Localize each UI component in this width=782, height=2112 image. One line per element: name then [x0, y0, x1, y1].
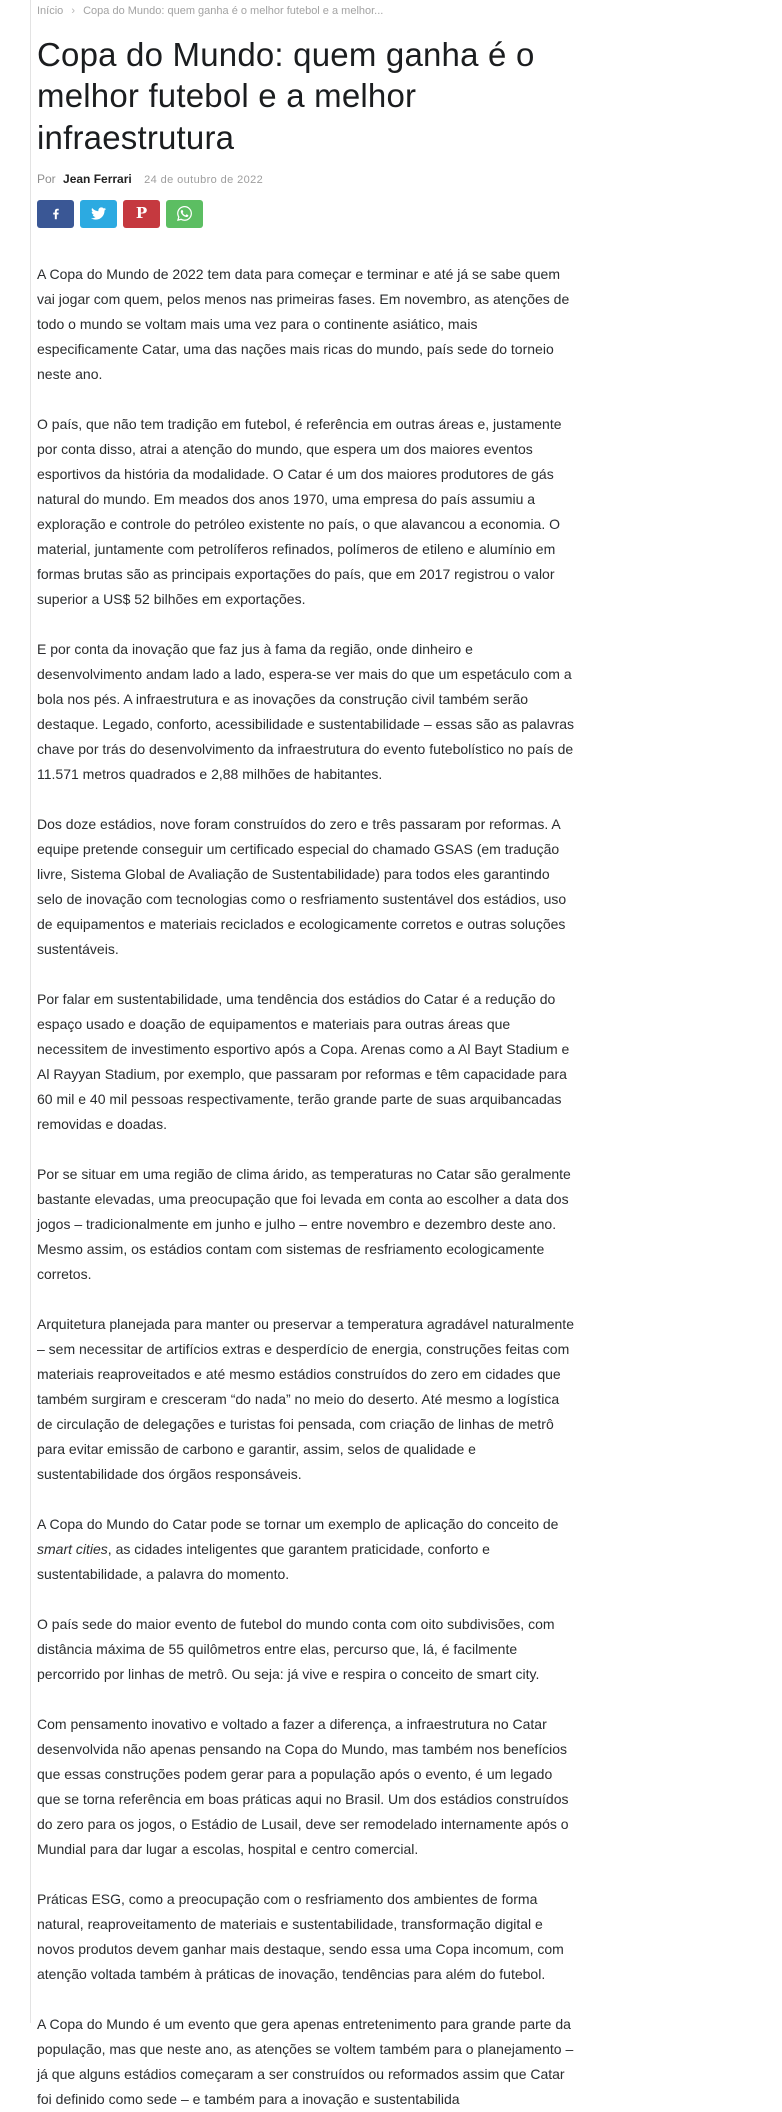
pinterest-icon: P [135, 204, 148, 223]
page-title: Copa do Mundo: quem ganha é o melhor futebol e a melhor infraestrutura [37, 36, 535, 156]
breadcrumb [37, 4, 597, 18]
author-link[interactable]: Jean Ferrari [63, 171, 132, 186]
article-paragraph: Com pensamento inovativo e voltado a fazer a diferença, a infraestrutura no Catar desenvolvida não apenas pensando na Copa do Mundo, mas também nos benefícios que essas construções podem gerar para a população após o evento, é um legado que se torna referência em boas práticas aqui no Brasil. Um dos estádios construídos do zero para os jogos, o Estádio de Lusail, deve ser remodelado internamente após o Mundial para dar lugar a escolas, hospital e centro comercial. [37, 1715, 569, 1857]
article-paragraph: E por conta da inovação que faz jus à fama da região, onde dinheiro e desenvolvimento andam lado a lado, espera-se ver mais do que um espetáculo com a bola nos pés. A infraestrutura e as inovações da construção civil também serão destaque. Legado, conforto, acessibilidade e sustentabilidade – essas são as palavras chave por trás do desenvolvimento da infraestrutura do evento futebolístico no país de 11.571 metros quadrados e 2,88 milhões de habitantes. [37, 640, 575, 782]
breadcrumb-separator-icon: › [71, 5, 76, 17]
twitter-share-button[interactable] [80, 200, 117, 228]
article-paragraph: Arquitetura planejada para manter ou preservar a temperatura agradável naturalmente – sem necessitar de artifícios extras e desperdício de energia, construções feitas com materiais reaproveitados e até mesmo estádios construídos do zero em cidades que também surgiram e cresceram “do nada” no meio do deserto. Até mesmo a logística de circulação de delegações e turistas foi pensada, com criação de linhas de metrô para evitar emissão de carbono e garantir, assim, selos de qualidade e sustentabilidade dos órgãos responsáveis. [37, 1315, 574, 1482]
whatsapp-icon [177, 206, 192, 221]
article-paragraph: A Copa do Mundo de 2022 tem data para começar e terminar e até já se sabe quem vai jogar com quem, pelos menos nas primeiras fases. Em novembro, as atenções de todo o mundo se voltam mais uma vez para o continente asiático, mais especificamente Catar, uma das nações mais ricas do mundo, país sede do torneio neste ano. [37, 265, 570, 382]
article-paragraph: Por falar em sustentabilidade, uma tendência dos estádios do Catar é a redução do espaço usado e doação de equipamentos e materiais para outras áreas que necessitem de investimento esportivo após a Copa. Arenas como a Al Bayt Stadium e Al Rayyan Stadium, por exemplo, que passaram por reformas e têm capacidade para 60 mil e 40 mil pessoas respectivamente, terão grande parte de suas arquibancadas removidas e doadas. [37, 990, 570, 1132]
article-paragraph: Por se situar em uma região de clima árido, as temperaturas no Catar são geralmente bastante elevadas, uma preocupação que foi levada em conta ao escolher a data dos jogos – tradicionalmente em junho e julho – entre novembro e dezembro deste ano. Mesmo assim, os estádios contam com sistemas de resfriamento ecologicamente corretos. [37, 1165, 571, 1282]
byline [37, 172, 620, 186]
article-paragraph: Práticas ESG, como a preocupação com o resfriamento dos ambientes de forma natural, reaproveitamento de materiais e sustentabilidade, transformação digital e novos produtos devem ganhar mais destaque, sendo essa uma Copa incomum, com atenção voltada também à práticas de inovação, tendências para além do futebol. [37, 1890, 564, 1982]
facebook-share-button[interactable] [37, 200, 74, 228]
byline-prefix: Por [37, 171, 56, 186]
pinterest-share-button[interactable] [123, 200, 160, 228]
twitter-icon [91, 206, 106, 221]
article-paragraph: O país, que não tem tradição em futebol, é referência em outras áreas e, justamente por conta disso, atrai a atenção do mundo, que espera um dos maiores eventos esportivos da história da modalidade. O Catar é um dos maiores produtores de gás natural do mundo. Em meados dos anos 1970, uma empresa do país assumiu a exploração e controle do petróleo existente no país, o que alavancou a economia. O material, juntamente com petrolíferos refinados, polímeros de etileno e alumínio em formas brutas são as principais exportações do país, que em 2017 registrou o valor superior a US$ 52 bilhões em exportações. [37, 415, 562, 607]
article-paragraph: A Copa do Mundo é um evento que gera apenas entretenimento para grande parte da população, mas que neste ano, as atenções se voltem também para o planejamento – já que alguns estádios começaram a ser construídos ou reformados assim que Catar foi definido como sede – e também para a inovação e sustentabilida [37, 2015, 574, 2107]
article-paragraph: Dos doze estádios, nove foram construídos do zero e três passaram por reformas. A equipe pretende conseguir um certificado especial do chamado GSAS (em tradução livre, Sistema Global de Avaliação de Sustentabilidade) para todos eles garantindo selo de inovação com tecnologias como o resfriamento sustentável dos estádios, uso de equipamentos e materiais reciclados e ecologicamente corretos e outras soluções sustentáveis. [37, 815, 567, 957]
article-paragraph: O país sede do maior evento de futebol do mundo conta com oito subdivisões, com distância máxima de 55 quilômetros entre elas, percurso que, lá, é facilmente percorrido por linhas de metrô. Ou seja: já vive e respira o conceito de smart city. [37, 1615, 555, 1682]
facebook-icon [49, 207, 63, 221]
article-paragraph: A Copa do Mundo do Catar pode se tornar um exemplo de aplicação do conceito de smart cities, as cidades inteligentes que garantem praticidade, conforto e sustentabilidade, a palavra do momento. [37, 1515, 559, 1582]
breadcrumb-current: Copa do Mundo: quem ganha é o melhor futebol e a melhor... [83, 5, 384, 17]
article-body [37, 262, 578, 2112]
publish-date: 24 de outubro de 2022 [144, 173, 264, 186]
breadcrumb-home-link[interactable]: Início [37, 5, 64, 17]
share-buttons [37, 200, 620, 228]
whatsapp-share-button[interactable] [166, 200, 203, 228]
